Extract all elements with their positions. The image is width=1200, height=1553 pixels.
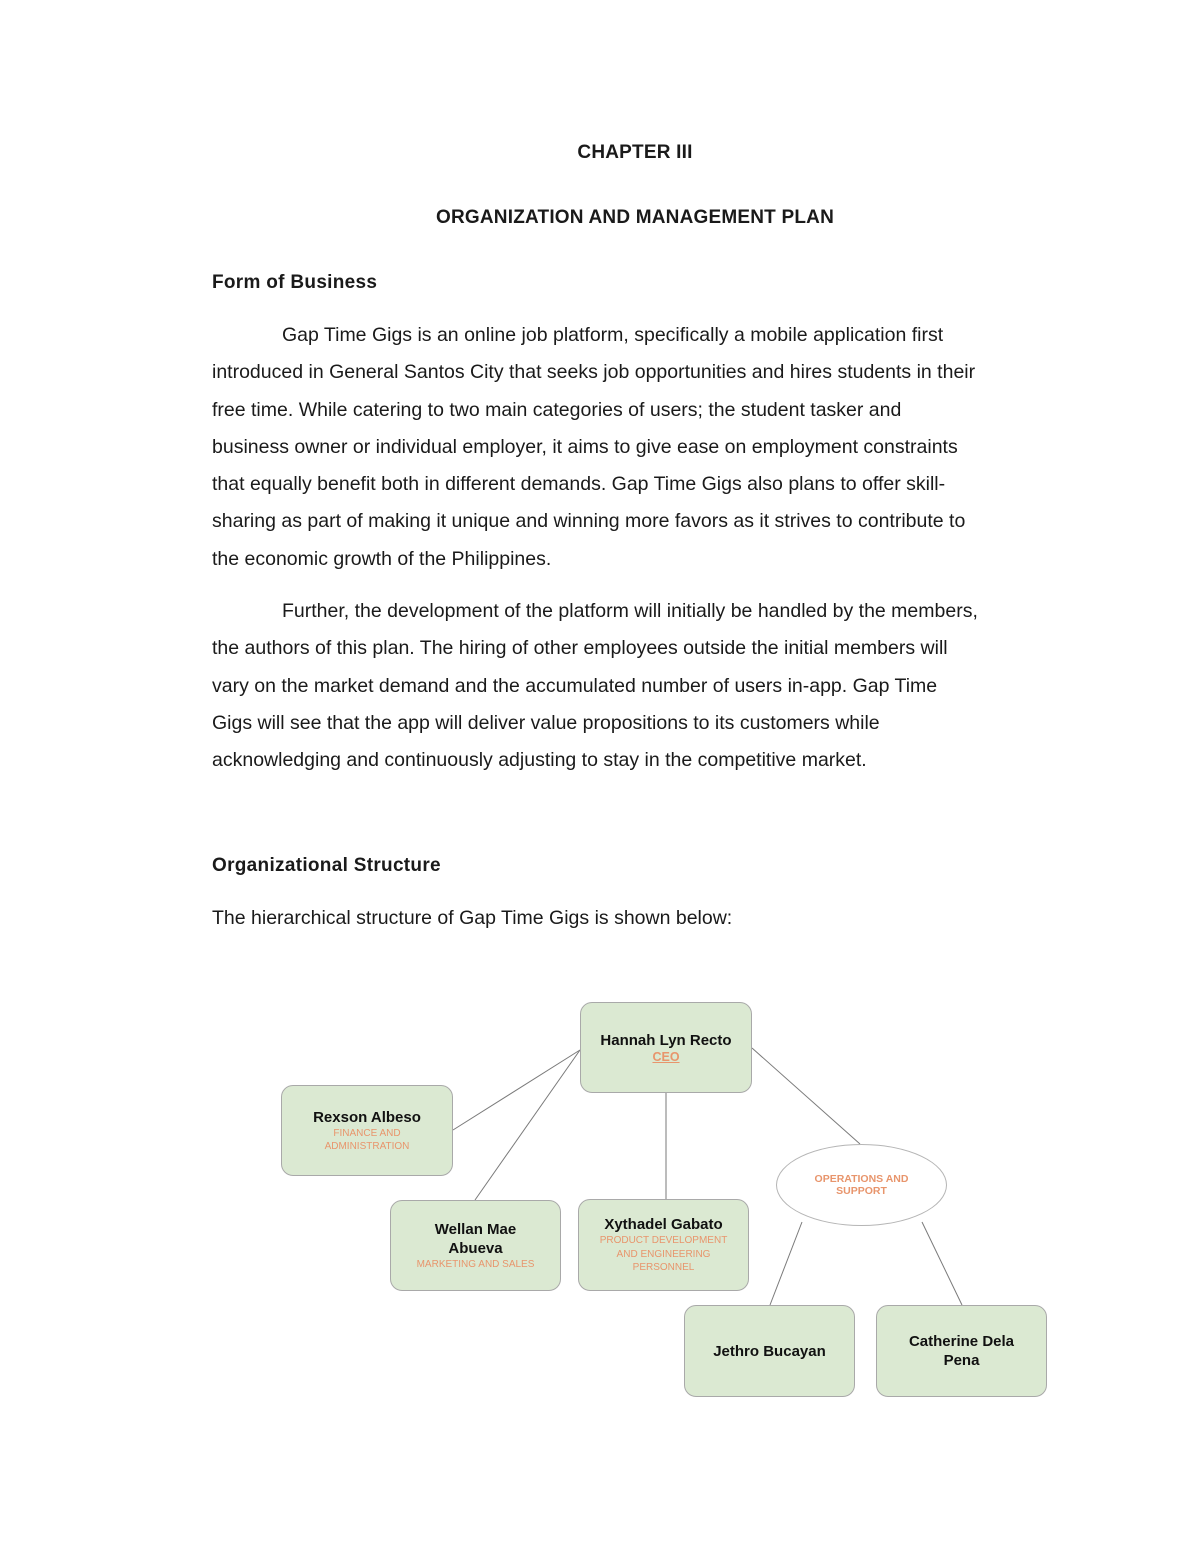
- paragraph-line: Gap Time Gigs is an online job platform, specifically a mobile application first: [282, 324, 944, 346]
- org-node-name: Wellan Mae: [434, 1220, 517, 1238]
- paragraph-line: that equally benefit both in different demands. Gap Time Gigs also plans to offer skill-: [212, 473, 946, 496]
- org-node-operations: [776, 1144, 947, 1226]
- paragraph-line: sharing as part of making it unique and winning more favors as it strives to contribute to: [212, 510, 966, 533]
- connector-ceo-operations: [752, 1048, 860, 1144]
- org-node-role: ADMINISTRATION: [324, 1141, 410, 1152]
- connector-ceo-finance: [453, 1050, 580, 1130]
- org-node-name: Hannah Lyn Recto: [600, 1032, 732, 1050]
- org-node-role: CEO: [652, 1050, 680, 1065]
- org-node-name: Rexson Albeso: [313, 1108, 421, 1126]
- org-structure-intro: The hierarchical structure of Gap Time Gigs is shown below:: [212, 907, 733, 929]
- paragraph-line: free time. While catering to two main categories of users; the student tasker and: [212, 398, 902, 421]
- org-node-role: SUPPORT: [836, 1185, 887, 1197]
- paragraph-line: acknowledging and continuously adjusting to stay in the competitive market.: [212, 749, 867, 772]
- org-node-ceo: [580, 1002, 752, 1093]
- org-node-role: MARKETING AND SALES: [416, 1258, 535, 1270]
- section-heading-form-of-business: Form of Business: [212, 272, 378, 293]
- org-node-ops-member-1: [684, 1305, 855, 1397]
- paragraph-line: the authors of this plan. The hiring of other employees outside the initial members will: [212, 637, 948, 660]
- paragraph-line: Further, the development of the platform will initially be handled by the members,: [282, 600, 978, 622]
- connector-operations-member2: [922, 1222, 962, 1305]
- org-node-ops-member-2: [876, 1305, 1047, 1397]
- paragraph-line: Gigs will see that the app will deliver value propositions to its customers while: [212, 711, 880, 734]
- org-node-name: Catherine Dela: [908, 1333, 1015, 1350]
- paragraph-line: the economic growth of the Philippines.: [212, 547, 552, 570]
- org-node-name: Xythadel Gabato: [604, 1216, 723, 1234]
- chapter-heading: CHAPTER III: [577, 142, 693, 163]
- paragraph-line: introduced in General Santos City that seeks job opportunities and hires students in their: [212, 361, 976, 384]
- org-node-name: Abueva: [448, 1239, 503, 1257]
- document-title: ORGANIZATION AND MANAGEMENT PLAN: [436, 207, 834, 228]
- org-node-finance: [281, 1085, 453, 1176]
- org-node-marketing: [390, 1200, 561, 1291]
- paragraph-line: business owner or individual employer, it aims to give ease on employment constraints: [212, 435, 958, 458]
- paragraph-line: vary on the market demand and the accumulated number of users in-app. Gap Time: [212, 674, 938, 697]
- org-node-product: [578, 1199, 749, 1291]
- org-node-role: PRODUCT DEVELOPMENT: [599, 1235, 728, 1247]
- org-node-role: PERSONNEL: [632, 1262, 695, 1274]
- org-node-role: FINANCE AND: [333, 1127, 401, 1139]
- org-node-role: AND ENGINEERING: [616, 1248, 711, 1260]
- org-node-name: Pena: [943, 1352, 980, 1369]
- section-heading-organizational-structure: Organizational Structure: [212, 855, 441, 876]
- connector-operations-member1: [770, 1222, 802, 1305]
- org-node-role: OPERATIONS AND: [814, 1172, 909, 1185]
- org-node-name: Jethro Bucayan: [713, 1342, 826, 1360]
- connector-ceo-marketing: [475, 1050, 580, 1200]
